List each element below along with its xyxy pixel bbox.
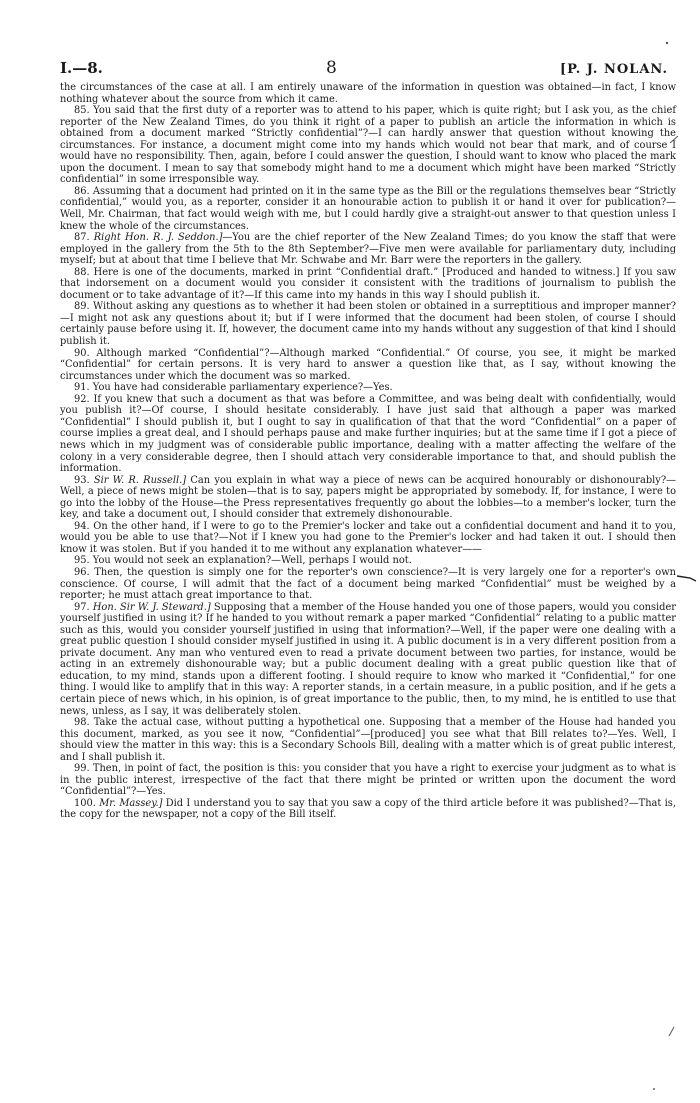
question-number: 88. xyxy=(74,266,90,278)
question-number: 92. xyxy=(74,393,90,405)
question-number: 93. xyxy=(74,474,90,486)
paragraph-text: You said that the first duty of a reporter was to attend to his paper, which is quite right; but I ask you, as the chief reporter of the New Zealand Times, do you think it right of a paper to publish an article the information in which is obtained from a document marked “Strictly confidential”?—I can hardly answer that question without knowing the circumstances. For instance, a document might come into my hands which would not bear that mark, and of course I would have no responsibility. Then, again, before I could answer the question, I should want to know who placed the mark upon the document. I mean to say that somebody might hand to me a document which might have been marked “Strictly confidential” in some irresponsible way. xyxy=(60,105,676,186)
question-91 xyxy=(60,382,676,394)
paragraph-text: Take the actual case, without putting a hypothetical one. Supposing that a member of the House had handed you this document, marked, as you see it now, “Confidential”—[produced] you see what that Bill relates to?—Yes. Well, I should view the matter in this way: this is a Secondary Schools Bill, dealing with a matter which is of great public interest, and I shall publish it. xyxy=(60,717,676,763)
question-number: 95. xyxy=(74,555,90,567)
question-92 xyxy=(60,394,676,475)
question-number: 89. xyxy=(74,301,90,313)
paragraph-text: Here is one of the documents, marked in print “Confidential draft.” [Produced and handed to witness.] If you saw that indorsement on a document would you consider it consistent with the traditions of journalism to publish the document or to take advantage of it?—If this came into my hands in this way I should publish it. xyxy=(60,266,676,301)
paragraph-continued xyxy=(60,82,676,105)
margin-tick xyxy=(666,1024,678,1040)
paragraph-text: Can you explain in what way a piece of news can be acquired honourably or dishonourably?—Well, a piece of news might be stolen—that is to say, papers might be appropriated by somebody. If, for instance, I were to go into the lobby of the House—the Press representatives frequently go about the lobbies—to a member's locker, turn the key, and take a document out, I should consider that extremely dishonourable. xyxy=(60,474,676,521)
paragraph-text: Without asking any questions as to whether it had been stolen or obtained in a surreptitious and improper manner?—I might not ask any questions about it; but if I were informed that the document had been stolen, of course I should certainly pause before using it. If, however, the document came into my hands without any suggestion of that kind I should publish it. xyxy=(60,301,676,348)
speaker-name: Right Hon. R. J. Seddon.] xyxy=(93,232,223,244)
question-number: 85. xyxy=(74,105,90,117)
page-number: 8 xyxy=(326,58,337,78)
question-94 xyxy=(60,521,676,556)
paragraph-text: Then, in point of fact, the position is this: you consider that you have a right to exercise your judgment as to what is in the public interest, irrespective of the fact that there might be printed or written upon the document the word “Confidential”?—Yes. xyxy=(60,763,676,798)
question-number: 97. xyxy=(74,601,90,613)
page-header xyxy=(60,58,668,78)
paragraph-text: On the other hand, if I were to go to the Premier's locker and take out a confidential document and hand it to you, would you be able to use that?—Not if I knew you had gone to the Premier's locker and had taken it out. I should then know it was stolen. But if you handed it to me without any explanation whatever—— xyxy=(60,520,676,555)
margin-dash xyxy=(676,572,698,586)
question-number: 91. xyxy=(74,382,90,394)
margin-speck xyxy=(662,38,674,50)
question-number: 100. xyxy=(74,797,96,809)
question-100 xyxy=(60,798,676,821)
minutes-body xyxy=(60,82,676,821)
speaker-name: Hon. Sir W. J. Steward.] xyxy=(92,601,211,613)
witness-name: [P. J. NOLAN. xyxy=(559,62,668,77)
speaker-name: Mr. Massey.] xyxy=(99,797,163,809)
question-number: 94. xyxy=(74,520,90,532)
question-93 xyxy=(60,475,676,521)
question-85 xyxy=(60,105,676,186)
question-number: 99. xyxy=(74,763,90,775)
question-87 xyxy=(60,232,676,267)
question-number: 96. xyxy=(74,566,90,578)
question-number: 90. xyxy=(74,347,90,359)
question-97 xyxy=(60,602,676,717)
margin-tick xyxy=(668,133,682,147)
margin-speck xyxy=(650,1085,658,1093)
question-90 xyxy=(60,348,676,383)
paragraph-text: —You are the chief reporter of the New Zealand Times; do you know the staff that were employed in the gallery from the 5th to the 8th September?—Five men were available for parliamentary duty, including myself; but at about that time I believe that Mr. Schwabe and Mr. Barr were the reporters in the gallery. xyxy=(60,232,676,267)
paragraph-text: Assuming that a document had printed on it in the same type as the Bill or the regulations themselves bear “Strictly confidential,” would you, as a reporter, consider it an honourable action to publish it or hand it over for publication?—Well, Mr. Chairman, that fact would weigh with me, but I could hardly give a straight-out answer to that question unless I knew the whole of the circumstances. xyxy=(60,185,676,232)
speaker-name: Sir W. R. Russell.] xyxy=(93,474,187,486)
question-86 xyxy=(60,186,676,232)
question-89 xyxy=(60,301,676,347)
question-number: 86. xyxy=(74,185,90,197)
question-99 xyxy=(60,763,676,798)
paragraph-text: You have had considerable parliamentary experience?—Yes. xyxy=(92,382,393,394)
question-95 xyxy=(60,555,676,567)
question-96 xyxy=(60,567,676,602)
paragraph-text: If you knew that such a document as that was before a Committee, and was being dealt with confidentially, would you publish it?—Of course, I should hesitate considerably. I have just said that although a paper was marked “Confidential” I should publish it, but I ought to say in qualification of that that the word “Confidential” on a paper of course implies a great deal, and I should perhaps pause and make further inquiries; but at the same time if I got a piece of news which in my judgment was of considerable public importance, dealing with a matter affecting the welfare of the colony in a very considerable degree, then I should attach very considerable importance to that, and should publish the information. xyxy=(60,393,676,475)
paragraph-text: Then, the question is simply one for the reporter's own conscience?—It is very largely one for a reporter's own conscience. Of course, I will admit that the fact of a document being marked “Confidential” must be weighed by a reporter; he must attach great importance to that. xyxy=(60,566,676,602)
paragraph-text: the circumstances of the case at all. I am entirely unaware of the information in question was obtained—in fact, I know nothing whatever about the source from which it came. xyxy=(60,82,676,105)
question-88 xyxy=(60,267,676,302)
question-98 xyxy=(60,717,676,763)
paragraph-text: Supposing that a member of the House handed you one of those papers, would you consider yourself justified in using it? If he handed to you without remark a paper marked “Confidential” relating to a public matter such as this, would you consider yourself justified in using that information?—Well, if the paper were one dealing with a great public question I should consider myself justified in using it. A public document is in a very different position from a private document. Any man who ventured even to read a private document between two parties, for instance, would be acting in an extremely dishonourable way; but a public document dealing with a great public question like that of education, to my mind, stands upon a different footing. I should require to know who marked it “Confidential,” for one thing. I would like to amplify that in this way: A reporter stands, in a certain measure, in a public position, and if he gets a certain piece of news which, in his opinion, is of great importance to the public, then, to my mind, he is entitled to use that news, unless, as I say, it was deliberately stolen. xyxy=(60,601,676,717)
paragraph-text: Did I understand you to say that you saw a copy of the third article before it was published?—That is, the copy for the newspaper, not a copy of the Bill itself. xyxy=(60,797,676,821)
question-number: 87. xyxy=(74,232,90,244)
paragraph-text: Although marked “Confidential”?—Although marked “Confidential.” Of course, you see, it might be marked “Confidential” for certain persons. It is very hard to answer a question like that, as I say, without knowing the circumstances under which the document was so marked. xyxy=(60,347,676,382)
question-number: 98. xyxy=(74,717,90,729)
paragraph-text: You would not seek an explanation?—Well, perhaps I would not. xyxy=(92,555,412,567)
document-reference: I.—8. xyxy=(60,59,103,77)
